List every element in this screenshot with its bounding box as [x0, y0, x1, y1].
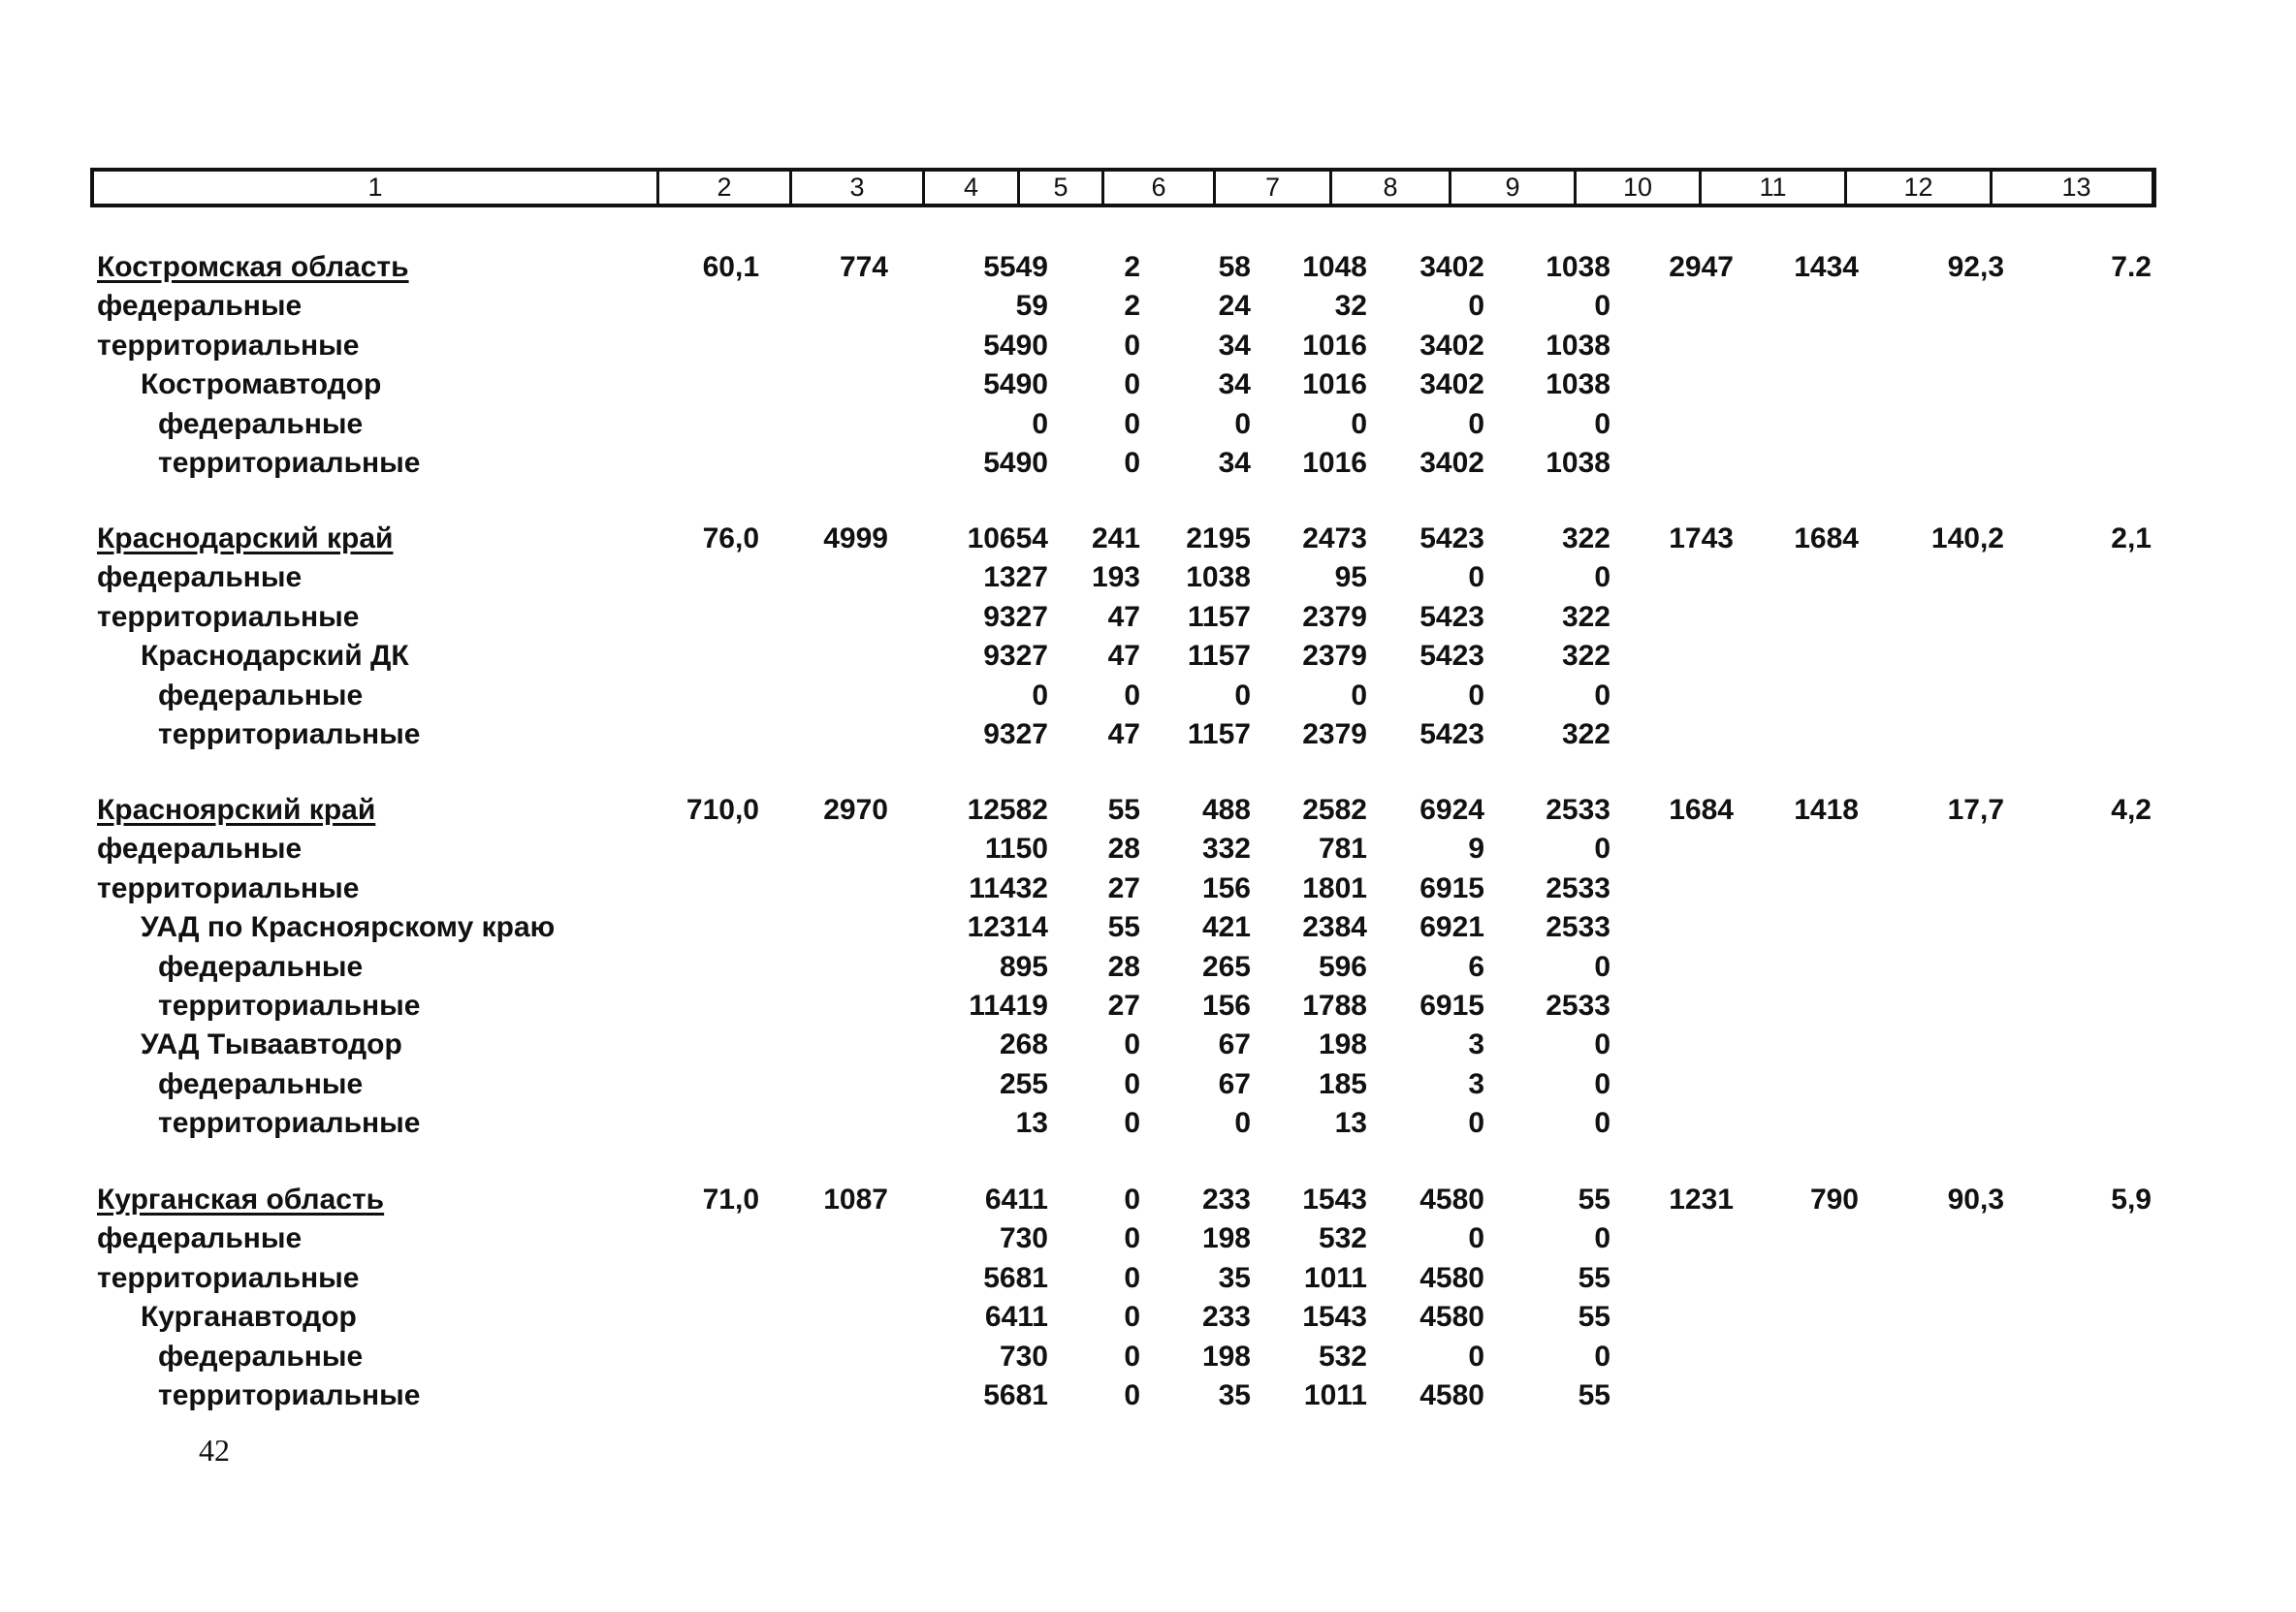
value-col-9: 55: [1578, 1301, 1610, 1334]
value-col-9: 0: [1594, 679, 1610, 711]
value-col-13: 4,2: [2111, 794, 2152, 826]
value-col-6: 34: [1218, 447, 1251, 479]
value-col-7: 532: [1318, 1222, 1367, 1255]
value-col-7: 1011: [1303, 1261, 1367, 1294]
value-col-6: 0: [1234, 407, 1251, 440]
column-number-header: [90, 168, 2156, 207]
value-col-4: 10654: [967, 522, 1048, 554]
table-row: [0, 1026, 2296, 1064]
value-col-8: 0: [1468, 1222, 1484, 1255]
value-col-2: 71,0: [702, 1184, 759, 1216]
value-col-4: 11419: [969, 990, 1048, 1022]
value-col-4: 5490: [983, 447, 1048, 479]
value-col-3: 774: [839, 251, 888, 283]
value-col-6: 34: [1218, 329, 1251, 362]
value-col-7: 2473: [1302, 522, 1367, 554]
row-label: федеральные: [97, 833, 303, 866]
row-label: федеральные: [97, 290, 303, 323]
value-col-4: 12582: [967, 794, 1048, 826]
value-col-9: 2533: [1546, 871, 1610, 904]
value-col-4: 5681: [983, 1261, 1048, 1294]
value-col-9: 0: [1594, 561, 1610, 594]
value-col-6: 198: [1201, 1340, 1251, 1373]
value-col-4: 1150: [984, 833, 1048, 866]
value-col-9: 2533: [1546, 911, 1610, 944]
value-col-7: 1543: [1302, 1184, 1367, 1216]
value-col-8: 3402: [1419, 251, 1484, 283]
value-col-4: 5490: [983, 368, 1048, 401]
header-col-3: 3: [789, 172, 922, 204]
table-row: [0, 715, 2296, 754]
value-col-9: 0: [1594, 833, 1610, 866]
value-col-8: 3: [1468, 1028, 1484, 1061]
value-col-4: 9327: [983, 640, 1048, 673]
value-col-6: 58: [1218, 251, 1251, 283]
value-col-5: 193: [1091, 561, 1140, 594]
value-col-8: 6924: [1419, 794, 1484, 826]
value-col-7: 1016: [1302, 368, 1367, 401]
value-col-4: 268: [999, 1028, 1048, 1061]
value-col-7: 185: [1318, 1067, 1367, 1100]
value-col-8: 4580: [1419, 1184, 1484, 1216]
region-row: [0, 248, 2296, 287]
header-col-6: 6: [1101, 172, 1213, 204]
value-col-3: 2970: [823, 794, 888, 826]
region-row: [0, 520, 2296, 558]
value-col-9: 322: [1561, 640, 1610, 673]
value-col-8: 5423: [1419, 640, 1484, 673]
value-col-7: 1016: [1302, 447, 1367, 479]
table-row: [0, 1298, 2296, 1337]
header-col-8: 8: [1329, 172, 1449, 204]
value-col-5: 47: [1107, 640, 1140, 673]
value-col-8: 3402: [1419, 329, 1484, 362]
table-row: [0, 1338, 2296, 1376]
value-col-13: 2,1: [2111, 522, 2152, 554]
value-col-6: 24: [1218, 290, 1251, 323]
value-col-9: 0: [1594, 290, 1610, 323]
value-col-7: 0: [1351, 407, 1367, 440]
value-col-5: 0: [1124, 1261, 1140, 1294]
table-row: [0, 948, 2296, 987]
row-label: федеральные: [97, 561, 303, 594]
value-col-9: 0: [1594, 1028, 1610, 1061]
value-col-7: 32: [1334, 290, 1367, 323]
value-col-5: 47: [1107, 600, 1140, 633]
value-col-9: 1038: [1546, 447, 1610, 479]
region-row: [0, 791, 2296, 830]
table-row: [0, 987, 2296, 1026]
value-col-8: 5423: [1419, 718, 1484, 750]
value-col-7: 2384: [1302, 911, 1367, 944]
value-col-8: 0: [1468, 561, 1484, 594]
row-label: УАД Тываавтодор: [141, 1028, 402, 1061]
value-col-4: 59: [1015, 290, 1048, 323]
header-col-9: 9: [1449, 172, 1574, 204]
value-col-6: 0: [1234, 1107, 1251, 1140]
value-col-4: 730: [999, 1222, 1048, 1255]
value-col-8: 4580: [1419, 1379, 1484, 1411]
value-col-7: 1543: [1302, 1301, 1367, 1334]
value-col-7: 13: [1334, 1107, 1367, 1140]
value-col-9: 0: [1594, 1107, 1610, 1140]
value-col-3: 1087: [823, 1184, 888, 1216]
row-label: федеральные: [158, 407, 364, 440]
value-col-5: 0: [1124, 1222, 1140, 1255]
value-col-5: 28: [1107, 950, 1140, 983]
table-row: [0, 1259, 2296, 1298]
value-col-7: 95: [1334, 561, 1367, 594]
header-col-7: 7: [1213, 172, 1329, 204]
row-label: территориальные: [158, 990, 421, 1022]
value-col-6: 233: [1201, 1301, 1251, 1334]
value-col-8: 6: [1468, 950, 1484, 983]
value-col-7: 1011: [1303, 1379, 1367, 1411]
value-col-6: 265: [1201, 950, 1251, 983]
header-col-13: 13: [1990, 172, 2156, 204]
row-label: федеральные: [158, 950, 364, 983]
value-col-9: 1038: [1546, 368, 1610, 401]
value-col-9: 1038: [1546, 251, 1610, 283]
row-label: Курганавтодор: [141, 1301, 357, 1334]
value-col-9: 55: [1578, 1184, 1610, 1216]
value-col-9: 322: [1561, 600, 1610, 633]
value-col-8: 5423: [1419, 600, 1484, 633]
value-col-4: 9327: [983, 718, 1048, 750]
value-col-8: 6915: [1419, 990, 1484, 1022]
value-col-5: 2: [1124, 290, 1140, 323]
value-col-4: 9327: [983, 600, 1048, 633]
value-col-5: 27: [1107, 990, 1140, 1022]
row-label: территориальные: [97, 329, 360, 362]
value-col-8: 6915: [1419, 871, 1484, 904]
value-col-5: 0: [1124, 1067, 1140, 1100]
row-label: территориальные: [97, 871, 360, 904]
value-col-8: 5423: [1419, 522, 1484, 554]
value-col-9: 2533: [1546, 794, 1610, 826]
row-label: федеральные: [158, 1067, 364, 1100]
value-col-8: 0: [1468, 290, 1484, 323]
value-col-10: 1743: [1669, 522, 1734, 554]
value-col-6: 67: [1218, 1067, 1251, 1100]
value-col-4: 5549: [983, 251, 1048, 283]
table-row: [0, 598, 2296, 637]
value-col-4: 5490: [983, 329, 1048, 362]
row-label: территориальные: [158, 1107, 421, 1140]
value-col-4: 0: [1032, 679, 1048, 711]
value-col-5: 47: [1107, 718, 1140, 750]
header-col-12: 12: [1844, 172, 1990, 204]
header-col-11: 11: [1699, 172, 1844, 204]
value-col-6: 67: [1218, 1028, 1251, 1061]
value-col-5: 55: [1107, 794, 1140, 826]
row-label: УАД по Красноярскому краю: [141, 911, 556, 944]
value-col-5: 0: [1124, 679, 1140, 711]
region-name: Костромская область: [97, 251, 409, 283]
value-col-6: 1157: [1187, 718, 1251, 750]
header-col-4: 4: [922, 172, 1017, 204]
header-col-1: 1: [367, 173, 383, 202]
table-row: [0, 1104, 2296, 1143]
value-col-13: 7.2: [2111, 251, 2152, 283]
value-col-8: 6921: [1419, 911, 1484, 944]
header-col-5: 5: [1017, 172, 1101, 204]
value-col-4: 895: [999, 950, 1048, 983]
value-col-5: 2: [1124, 251, 1140, 283]
value-col-9: 55: [1578, 1379, 1610, 1411]
region-name: Красноярский край: [97, 794, 376, 826]
table-row: [0, 677, 2296, 715]
value-col-4: 730: [999, 1340, 1048, 1373]
value-col-10: 1231: [1669, 1184, 1734, 1216]
value-col-9: 0: [1594, 1340, 1610, 1373]
value-col-4: 11432: [969, 871, 1048, 904]
row-label: федеральные: [158, 679, 364, 711]
value-col-8: 0: [1468, 407, 1484, 440]
value-col-5: 27: [1107, 871, 1140, 904]
value-col-6: 156: [1201, 871, 1251, 904]
table-row: [0, 908, 2296, 947]
value-col-2: 76,0: [702, 522, 759, 554]
value-col-9: 0: [1594, 1222, 1610, 1255]
value-col-4: 6411: [984, 1301, 1048, 1334]
value-col-12: 90,3: [1947, 1184, 2004, 1216]
row-label: территориальные: [97, 1261, 360, 1294]
value-col-6: 1157: [1187, 600, 1251, 633]
value-col-7: 2379: [1302, 718, 1367, 750]
header-col-2: 2: [656, 172, 789, 204]
header-col-10: 10: [1574, 172, 1699, 204]
value-col-6: 198: [1201, 1222, 1251, 1255]
value-col-4: 13: [1015, 1107, 1048, 1140]
value-col-6: 233: [1201, 1184, 1251, 1216]
value-col-7: 1048: [1302, 251, 1367, 283]
value-col-6: 156: [1201, 990, 1251, 1022]
value-col-5: 0: [1124, 368, 1140, 401]
value-col-6: 1157: [1187, 640, 1251, 673]
value-col-11: 790: [1809, 1184, 1859, 1216]
value-col-7: 0: [1351, 679, 1367, 711]
value-col-5: 0: [1124, 1379, 1140, 1411]
value-col-5: 0: [1124, 447, 1140, 479]
value-col-8: 0: [1468, 1107, 1484, 1140]
value-col-5: 0: [1124, 1028, 1140, 1061]
value-col-6: 488: [1201, 794, 1251, 826]
value-col-7: 1788: [1302, 990, 1367, 1022]
value-col-4: 5681: [983, 1379, 1048, 1411]
table-row: [0, 444, 2296, 483]
value-col-9: 2533: [1546, 990, 1610, 1022]
value-col-8: 4580: [1419, 1261, 1484, 1294]
row-label: Краснодарский ДК: [141, 640, 409, 673]
value-col-11: 1684: [1794, 522, 1859, 554]
value-col-11: 1418: [1794, 794, 1859, 826]
value-col-9: 55: [1578, 1261, 1610, 1294]
page-number: 42: [199, 1433, 230, 1468]
value-col-12: 17,7: [1947, 794, 2004, 826]
value-col-5: 28: [1107, 833, 1140, 866]
table-row: [0, 869, 2296, 908]
value-col-7: 198: [1318, 1028, 1367, 1061]
row-label: федеральные: [158, 1340, 364, 1373]
value-col-5: 0: [1124, 1107, 1140, 1140]
value-col-6: 421: [1201, 911, 1251, 944]
value-col-5: 0: [1124, 1301, 1140, 1334]
value-col-2: 710,0: [686, 794, 759, 826]
region-name: Курганская область: [97, 1184, 385, 1216]
value-col-9: 0: [1594, 950, 1610, 983]
value-col-4: 255: [999, 1067, 1048, 1100]
value-col-6: 2195: [1186, 522, 1251, 554]
row-label: территориальные: [97, 600, 360, 633]
value-col-5: 241: [1091, 522, 1140, 554]
value-col-9: 0: [1594, 407, 1610, 440]
value-col-4: 12314: [967, 911, 1048, 944]
value-col-5: 0: [1124, 1340, 1140, 1373]
value-col-5: 55: [1107, 911, 1140, 944]
table-row: [0, 327, 2296, 365]
value-col-12: 92,3: [1947, 251, 2004, 283]
table-row: [0, 405, 2296, 444]
table-row: [0, 830, 2296, 869]
table-row: [0, 287, 2296, 326]
region-row: [0, 1181, 2296, 1219]
value-col-8: 3: [1468, 1067, 1484, 1100]
value-col-6: 35: [1218, 1261, 1251, 1294]
table-row: [0, 558, 2296, 597]
value-col-3: 4999: [823, 522, 888, 554]
value-col-8: 3402: [1419, 447, 1484, 479]
row-label: Костромавтодор: [141, 368, 382, 401]
value-col-11: 1434: [1794, 251, 1859, 283]
value-col-6: 0: [1234, 679, 1251, 711]
value-col-7: 2379: [1302, 640, 1367, 673]
value-col-8: 3402: [1419, 368, 1484, 401]
value-col-13: 5,9: [2111, 1184, 2152, 1216]
region-name: Краснодарский край: [97, 522, 394, 554]
row-label: территориальные: [158, 718, 421, 750]
value-col-6: 35: [1218, 1379, 1251, 1411]
table-row: [0, 1065, 2296, 1104]
value-col-9: 322: [1561, 522, 1610, 554]
value-col-12: 140,2: [1930, 522, 2004, 554]
value-col-9: 0: [1594, 1067, 1610, 1100]
value-col-7: 2379: [1302, 600, 1367, 633]
value-col-5: 0: [1124, 1184, 1140, 1216]
value-col-7: 2582: [1302, 794, 1367, 826]
value-col-8: 0: [1468, 679, 1484, 711]
value-col-6: 34: [1218, 368, 1251, 401]
value-col-7: 781: [1318, 833, 1367, 866]
value-col-5: 0: [1124, 329, 1140, 362]
table-row: [0, 1219, 2296, 1258]
table-row: [0, 365, 2296, 404]
value-col-10: 2947: [1669, 251, 1734, 283]
table-row: [0, 1376, 2296, 1415]
value-col-7: 596: [1318, 950, 1367, 983]
value-col-10: 1684: [1669, 794, 1734, 826]
value-col-8: 4580: [1419, 1301, 1484, 1334]
value-col-7: 1016: [1302, 329, 1367, 362]
row-label: федеральные: [97, 1222, 303, 1255]
value-col-8: 0: [1468, 1340, 1484, 1373]
table-row: [0, 637, 2296, 676]
value-col-4: 6411: [984, 1184, 1048, 1216]
value-col-7: 532: [1318, 1340, 1367, 1373]
row-label: территориальные: [158, 1379, 421, 1411]
value-col-5: 0: [1124, 407, 1140, 440]
value-col-8: 9: [1468, 833, 1484, 866]
value-col-9: 1038: [1546, 329, 1610, 362]
value-col-7: 1801: [1302, 871, 1367, 904]
value-col-4: 1327: [983, 561, 1048, 594]
value-col-6: 1038: [1186, 561, 1251, 594]
value-col-9: 322: [1561, 718, 1610, 750]
row-label: территориальные: [158, 447, 421, 479]
value-col-6: 332: [1201, 833, 1251, 866]
value-col-2: 60,1: [702, 251, 759, 283]
value-col-4: 0: [1032, 407, 1048, 440]
